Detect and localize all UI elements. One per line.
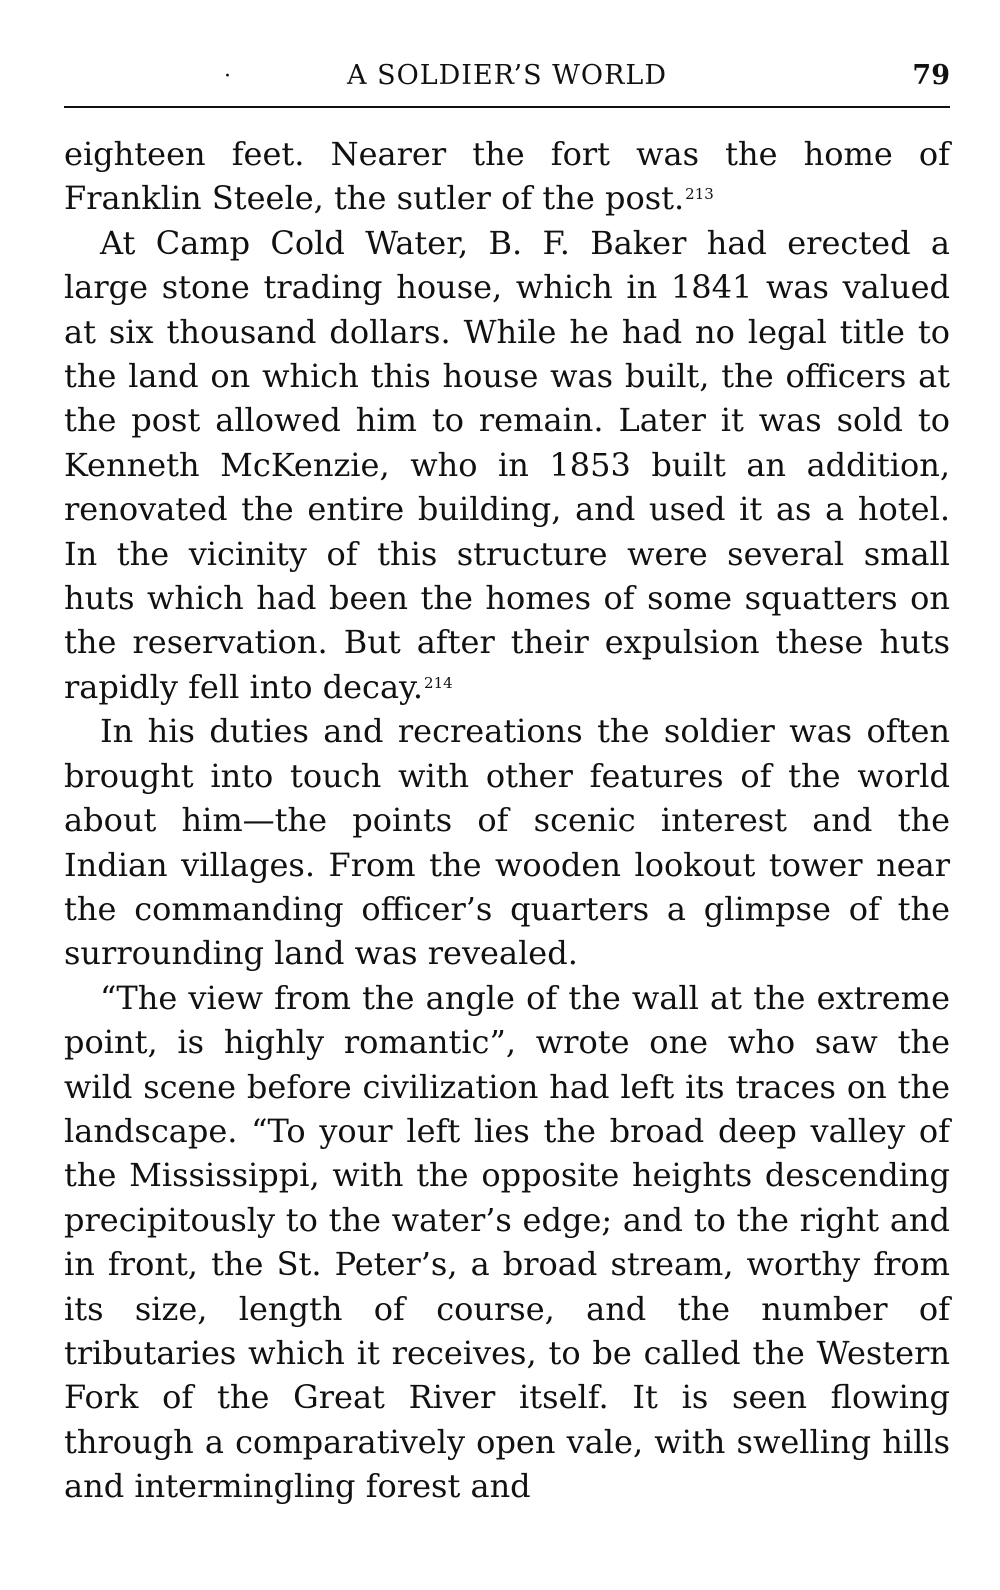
footnote-ref-213: 213 [685,185,714,204]
paragraph-text: eighteen feet. Nearer the fort was the home of Franklin Steele, the sutler of the post. [64,135,950,218]
body-text [64,132,950,1509]
paragraph-1 [64,132,950,221]
header-dot: · [224,64,231,89]
paragraph-text: In his duties and recreations the soldier was often brought into touch with other features of the world about him—the points of scenic interest and the Indian villages. From the wooden lookout tower near the commanding officer’s quarters a glimpse of the surrounding land was revealed. [64,712,950,973]
paragraph-text: At Camp Cold Water, B. F. Baker had erected a large stone trading house, which in 1841 was valued at six thousand dollars. While he had no legal title to the land on which this house was built, the officers at the post allowed him to remain. Later it was sold to Kenneth McKenzie, who in 1853 built an addition, renovated the entire building, and used it as a hotel. In the vicinity of this structure were several small huts which had been the homes of some squatters on the reservation. But after their expulsion these huts rapidly fell into decay. [64,223,950,706]
paragraph-2 [64,221,950,709]
paragraph-text: “The view from the angle of the wall at the extreme point, is highly romantic”, wrote one who saw the wild scene before civilization had left its traces on the landscape. “To your left lies the broad deep valley of the Mississippi, with the opposite heights descending precipitously to the water’s edge; and to the right and in front, the St. Peter’s, a broad stream, worthy from its size, length of course, and the number of tributaries which it receives, to be called the Western Fork of the Great River itself. It is seen flowing through a comparatively open vale, with swelling hills and intermingling forest and [64,978,950,1506]
header-rule [64,106,950,108]
running-title: A SOLDIER’S WORLD [347,60,667,91]
page-number: 79 [912,60,950,91]
book-page [64,56,950,1509]
page-header [64,56,950,100]
paragraph-4 [64,976,950,1509]
paragraph-3 [64,709,950,975]
footnote-ref-214: 214 [424,673,453,692]
